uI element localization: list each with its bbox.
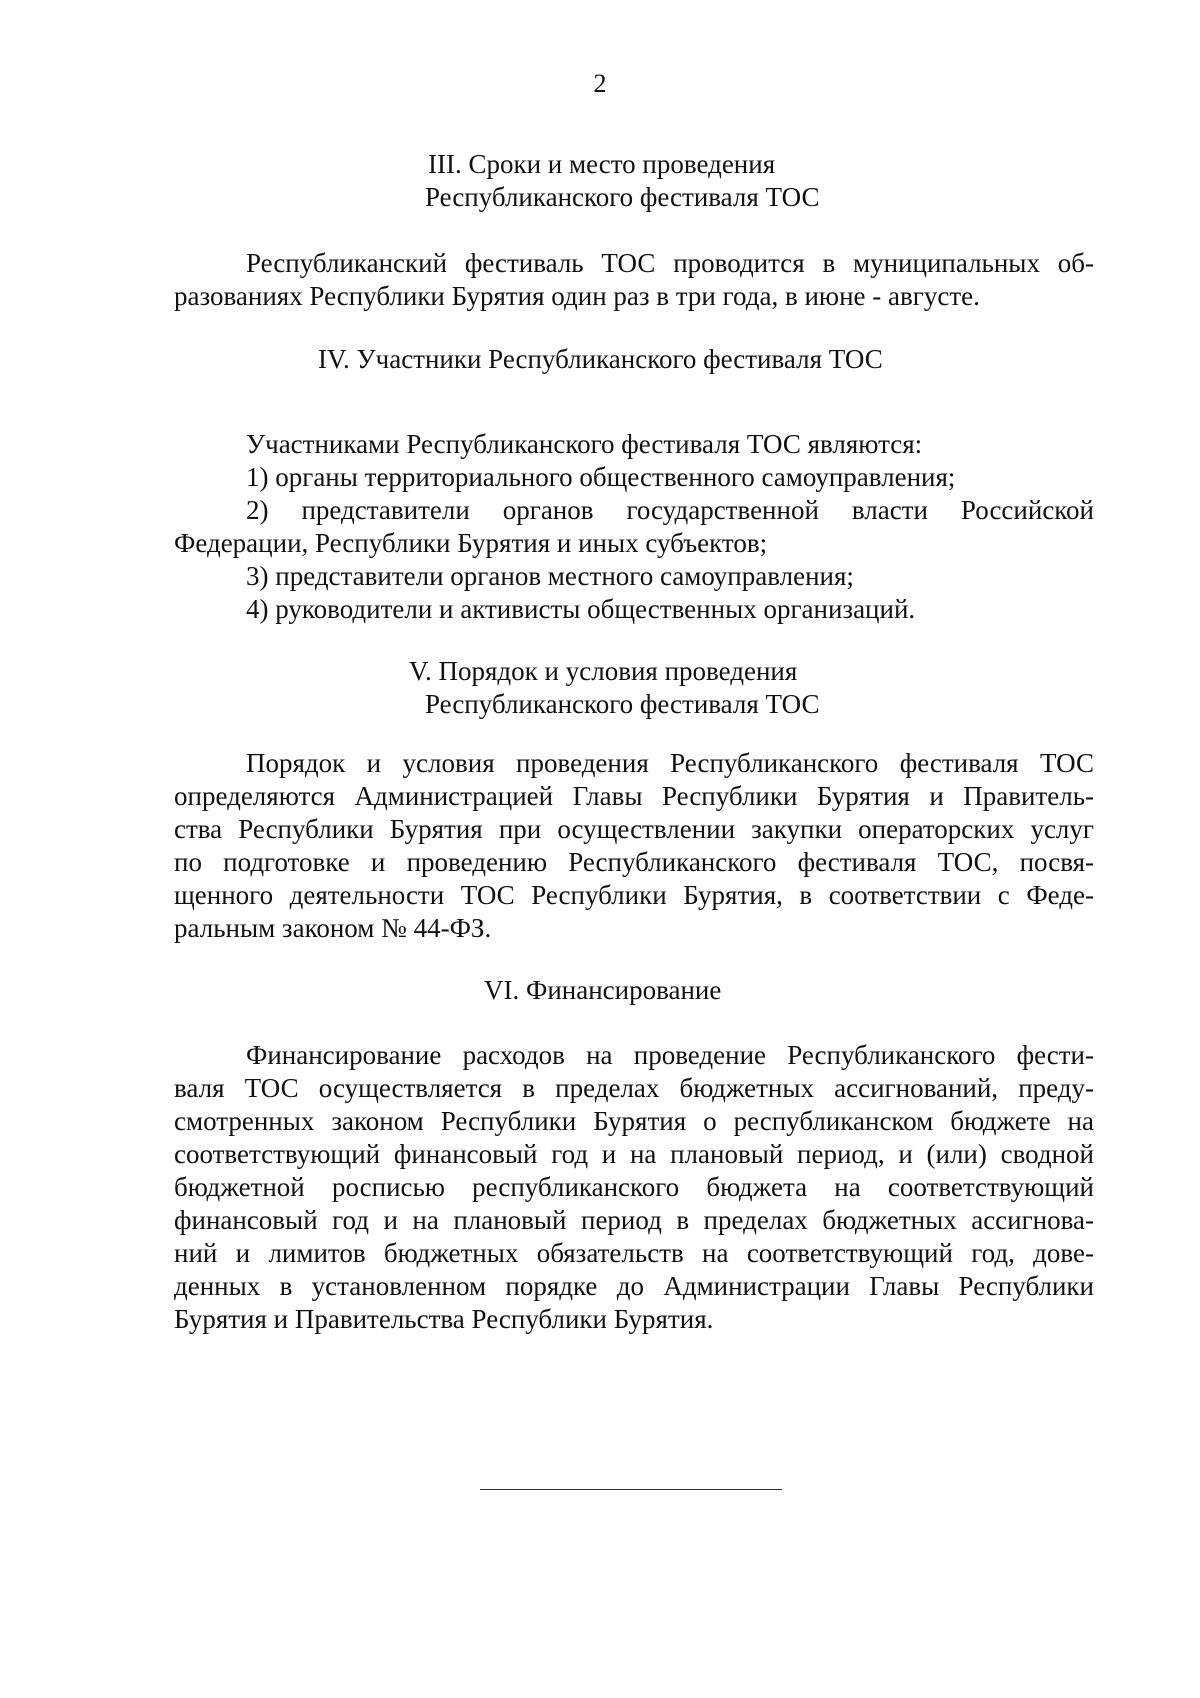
section-4-item-1: 1) органы территориального общественного самоуправления; [246,462,956,492]
section-5-paragraph-line: Порядок и условия проведения Республиканского фестиваля ТОС [246,748,1094,778]
section-5-heading-line-2: Республиканского фестиваля ТОС [425,689,820,719]
section-5-heading-line-1: V. Порядок и условия проведения [409,656,798,686]
section-6-paragraph-line: смотренных законом Республики Бурятия о республиканском бюджете на [174,1106,1094,1136]
section-4-intro: Участниками Республиканского фестиваля ТОС являются: [246,429,923,459]
section-4-item-3: 3) представители органов местного самоуправления; [246,561,854,591]
section-6-paragraph-line: бюджетной росписью республиканского бюджета на соответствующий [174,1172,1094,1202]
section-5-paragraph-line: по подготовке и проведению Республиканского фестиваля ТОС, посвя- [174,847,1094,877]
section-3-paragraph [174,247,1094,313]
page-number: 2 [593,69,607,98]
section-5-paragraph-line: ральным законом № 44-ФЗ. [174,913,492,943]
section-3-paragraph-line: разованиях Республики Бурятия один раз в три года, в июне - августе. [174,281,980,311]
section-5-paragraph-line: щенного деятельности ТОС Республики Бурятия, в соответствии с Феде- [174,880,1094,910]
section-5-paragraph [174,747,1094,945]
section-5-paragraph-line: ства Республики Бурятия при осуществлении закупки операторских услуг [174,814,1094,844]
section-4-item-2-line-2: Федерации, Республики Бурятия и иных субъектов; [174,528,768,558]
section-4-item-2-line-1: 2) представители органов государственной власти Российской [246,495,1094,525]
section-5-heading [0,655,1200,721]
section-6-paragraph-line: денных в установленном порядке до Администрации Главы Республики [174,1271,1094,1301]
section-3-heading-line-1: III. Сроки и место проведения [428,149,776,179]
section-3-heading [0,148,1200,214]
section-6-paragraph-line: валя ТОС осуществляется в пределах бюджетных ассигнований, преду- [174,1073,1094,1103]
section-6-paragraph-line: Финансирование расходов на проведение Республиканского фести- [246,1040,1094,1070]
section-6-paragraph-line: финансовый год и на плановый период в пределах бюджетных ассигнова- [174,1205,1094,1235]
section-4-heading [0,343,1200,376]
section-6-paragraph-line: ний и лимитов бюджетных обязательств на соответствующий год, дове- [174,1238,1094,1268]
section-4-heading-line: IV. Участники Республиканского фестиваля ТОС [318,344,883,374]
section-4-item-4: 4) руководители и активисты общественных организаций. [246,594,916,624]
section-3-heading-line-2: Республиканского фестиваля ТОС [425,182,820,212]
section-4-list [174,428,1094,626]
section-6-heading-line: VI. Финансирование [484,975,722,1005]
section-6-heading [0,974,1200,1007]
section-6-paragraph [174,1039,1094,1336]
section-5-paragraph-line: определяются Администрацией Главы Республики Бурятия и Правитель- [174,781,1094,811]
section-6-paragraph-line: Бурятия и Правительства Республики Бурятия. [174,1304,714,1334]
section-6-paragraph-line: соответствующий финансовый год и на плановый период, и (или) сводной [174,1139,1094,1169]
section-3-paragraph-line: Республиканский фестиваль ТОС проводится в муниципальных об- [246,248,1094,278]
end-divider [480,1489,782,1490]
